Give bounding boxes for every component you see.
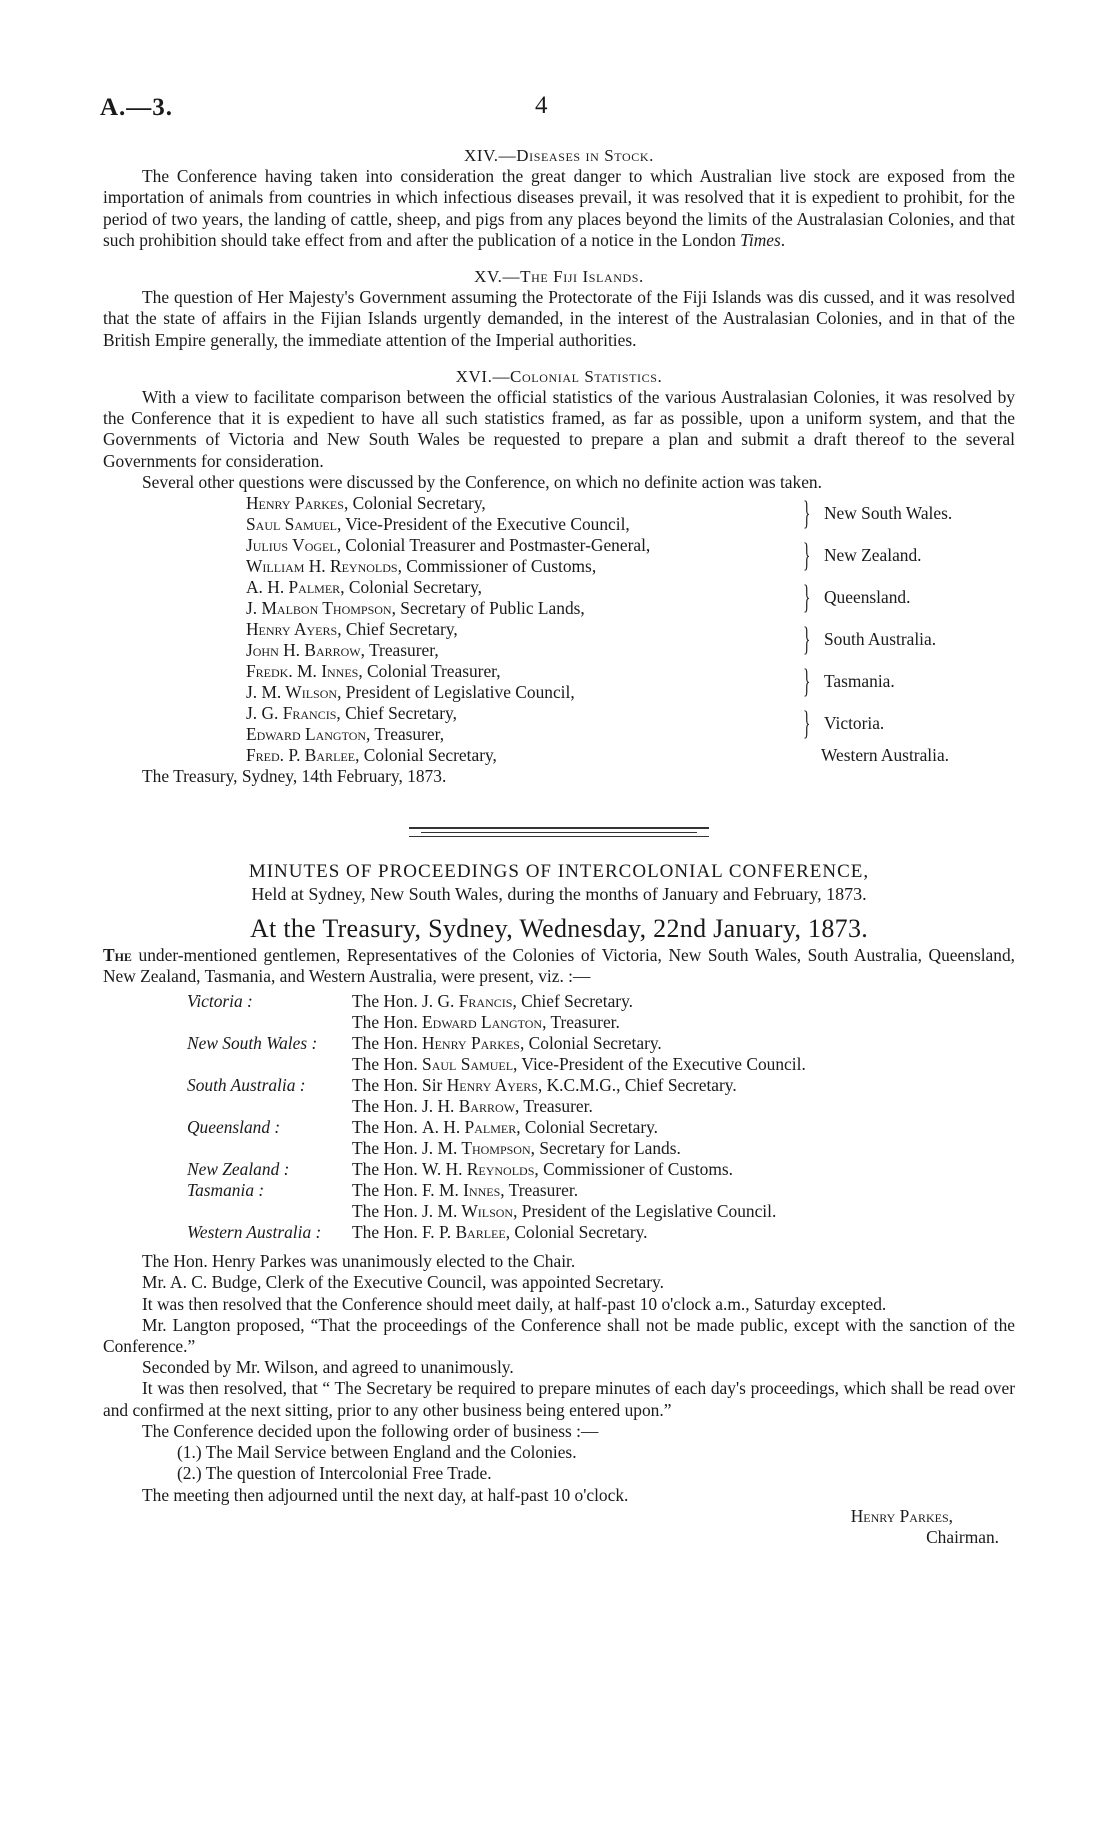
table-row: New Zealand : The Hon. W. H. Reynolds, Commissioner of Customs. [187, 1159, 733, 1180]
list-item: (2.) The question of Intercolonial Free Trade. [177, 1463, 492, 1484]
table-row: The Hon. J. M. Wilson, President of the Legislative Council. [352, 1201, 777, 1222]
signatories-block [246, 493, 1006, 766]
table-row: The Hon. Saul Samuel, Vice-President of the Executive Council. [352, 1054, 806, 1075]
table-row: The Hon. J. M. Thompson, Secretary for Lands. [352, 1138, 681, 1159]
minutes-title: MINUTES OF PROCEEDINGS OF INTERCOLONIAL CONFERENCE, [248, 861, 870, 883]
colony-label: Tasmania. [824, 671, 895, 692]
signature-title: Chairman. [926, 1526, 999, 1547]
list-item: (1.) The Mail Service between England and the Colonies. [177, 1442, 577, 1463]
colony-label: New South Wales. [824, 503, 953, 524]
signatory: J. Malbon Thompson, Secretary of Public Lands, [246, 598, 585, 619]
signatory: Julius Vogel, Colonial Treasurer and Postmaster-General, [246, 535, 651, 556]
colony-label: South Australia. [824, 629, 937, 650]
document-reference: A.—3. [100, 94, 174, 121]
minutes-intro: The under-mentioned gentlemen, Representatives of the Colonies of Victoria, New South Wales, South Australia, Queensland, New Zealand, Tasmania, and Western Australia, were present, viz. :— [103, 944, 1015, 987]
section-heading-xvi: XVI.—Colonial Statistics. [455, 366, 663, 386]
proceedings-paragraph: It was then resolved that the Conference should meet daily, at half-past 10 o'clock a.m., Saturday excepted. [142, 1293, 887, 1314]
sign-date: The Treasury, Sydney, 14th February, 1873. [142, 766, 447, 787]
signatory: Henry Ayers, Chief Secretary, [246, 619, 458, 640]
proceedings-paragraph: Mr. Langton proposed, “That the proceedings of the Conference shall not be made public, except with the sanction of the Conference.” [103, 1314, 1015, 1357]
section-xv-text: The question of Her Majesty's Government assuming the Protectorate of the Fiji Islands was dis cussed, and it was resolved that the state of affairs in the Fijian Islands urgently demanded, in the interest of the Australasian Colonies, and in that of the British Empire generally, the immediate attention of the Imperial authorities. [103, 287, 1015, 350]
colony-label: Victoria. [824, 713, 885, 734]
signature-name: Henry Parkes, [850, 1505, 953, 1526]
signatory: Fred. P. Barlee, Colonial Secretary, [246, 745, 497, 766]
signatory: William H. Reynolds, Commissioner of Customs, [246, 556, 597, 577]
signatory: J. M. Wilson, President of Legislative Council, [246, 682, 575, 703]
colony-label: Western Australia. [821, 745, 950, 766]
table-row: Western Australia : The Hon. F. P. Barlee, Colonial Secretary. [187, 1222, 648, 1243]
proceedings-paragraph: The meeting then adjourned until the next day, at half-past 10 o'clock. [142, 1484, 629, 1505]
section-divider [409, 827, 709, 837]
signatory: J. G. Francis, Chief Secretary, [246, 703, 457, 724]
table-row: Victoria : The Hon. J. G. Francis, Chief Secretary. [187, 991, 633, 1012]
signatory: Fredk. M. Innes, Colonial Treasurer, [246, 661, 501, 682]
brace-glyph: } [803, 663, 811, 701]
signatory: Edward Langton, Treasurer, [246, 724, 445, 745]
proceedings-paragraph: It was then resolved, that “ The Secretary be required to prepare minutes of each day's proceedings, which shall be read over and confirmed at the next sitting, prior to any other business being entered upon.” [103, 1378, 1015, 1420]
signatory: Henry Parkes, Colonial Secretary, [246, 493, 486, 514]
colony-label: Queensland. [824, 587, 911, 608]
table-row: New South Wales : The Hon. Henry Parkes, Colonial Secretary. [187, 1033, 662, 1054]
brace-glyph: } [803, 495, 811, 533]
table-row: The Hon. J. H. Barrow, Treasurer. [352, 1096, 593, 1117]
signatory: A. H. Palmer, Colonial Secretary, [246, 577, 483, 598]
signatory: Saul Samuel, Vice-President of the Executive Council, [246, 514, 630, 535]
section-heading-xv: XV.—The Fiji Islands. [474, 267, 644, 287]
proceedings-paragraph: The Hon. Henry Parkes was unanimously elected to the Chair. [142, 1251, 576, 1272]
page-content [103, 145, 1015, 1548]
colony-label: New Zealand. [824, 545, 922, 566]
table-row: The Hon. Edward Langton, Treasurer. [352, 1012, 620, 1033]
brace-glyph: } [803, 579, 811, 617]
representatives-table [187, 991, 806, 1243]
page-number: 4 [535, 92, 548, 119]
table-row: South Australia : The Hon. Sir Henry Ayers, K.C.M.G., Chief Secretary. [187, 1075, 737, 1096]
signatory: John H. Barrow, Treasurer, [246, 640, 439, 661]
minutes-subtitle: Held at Sydney, New South Wales, during the months of January and February, 1873. [251, 884, 867, 905]
table-row: Tasmania : The Hon. F. M. Innes, Treasurer. [187, 1180, 579, 1201]
brace-glyph: } [803, 705, 811, 743]
brace-glyph: } [803, 537, 811, 575]
proceedings-paragraph: The Conference decided upon the following order of business :— [142, 1420, 599, 1441]
section-xiv-text: The Conference having taken into consideration the great danger to which Australian live stock are exposed from the importation of animals from countries in which infectious diseases prevail, it was resolved that it is expedient to prohibit, for the period of two years, the landing of cattle, sheep, and pigs from any places beyond the limits of the Australasian Colonies, and that such prohibition should take effect from and after the publication of a notice in the London Times. [103, 166, 1015, 250]
meeting-date-heading: At the Treasury, Sydney, Wednesday, 22nd January, 1873. [249, 913, 869, 943]
proceedings-paragraph: Seconded by Mr. Wilson, and agreed to unanimously. [142, 1357, 514, 1378]
brace-glyph: } [803, 621, 811, 659]
section-xvi-text: With a view to facilitate comparison between the official statistics of the various Australasian Colonies, it was resolved by the Conference that it is expedient to have all such statistics framed, as far as possible, upon a uniform system, and that the Governments of Victoria and New South Wales be requested to prepare a plan and submit a draft thereof to the several Governments for consideration. [103, 387, 1015, 471]
table-row: Queensland : The Hon. A. H. Palmer, Colonial Secretary. [187, 1117, 659, 1138]
section-xvi-text-2: Several other questions were discussed by the Conference, on which no definite action was taken. [142, 471, 822, 492]
proceedings-paragraph: Mr. A. C. Budge, Clerk of the Executive Council, was appointed Secretary. [142, 1272, 664, 1293]
section-heading-xiv: XIV.—Diseases in Stock. [463, 146, 654, 165]
